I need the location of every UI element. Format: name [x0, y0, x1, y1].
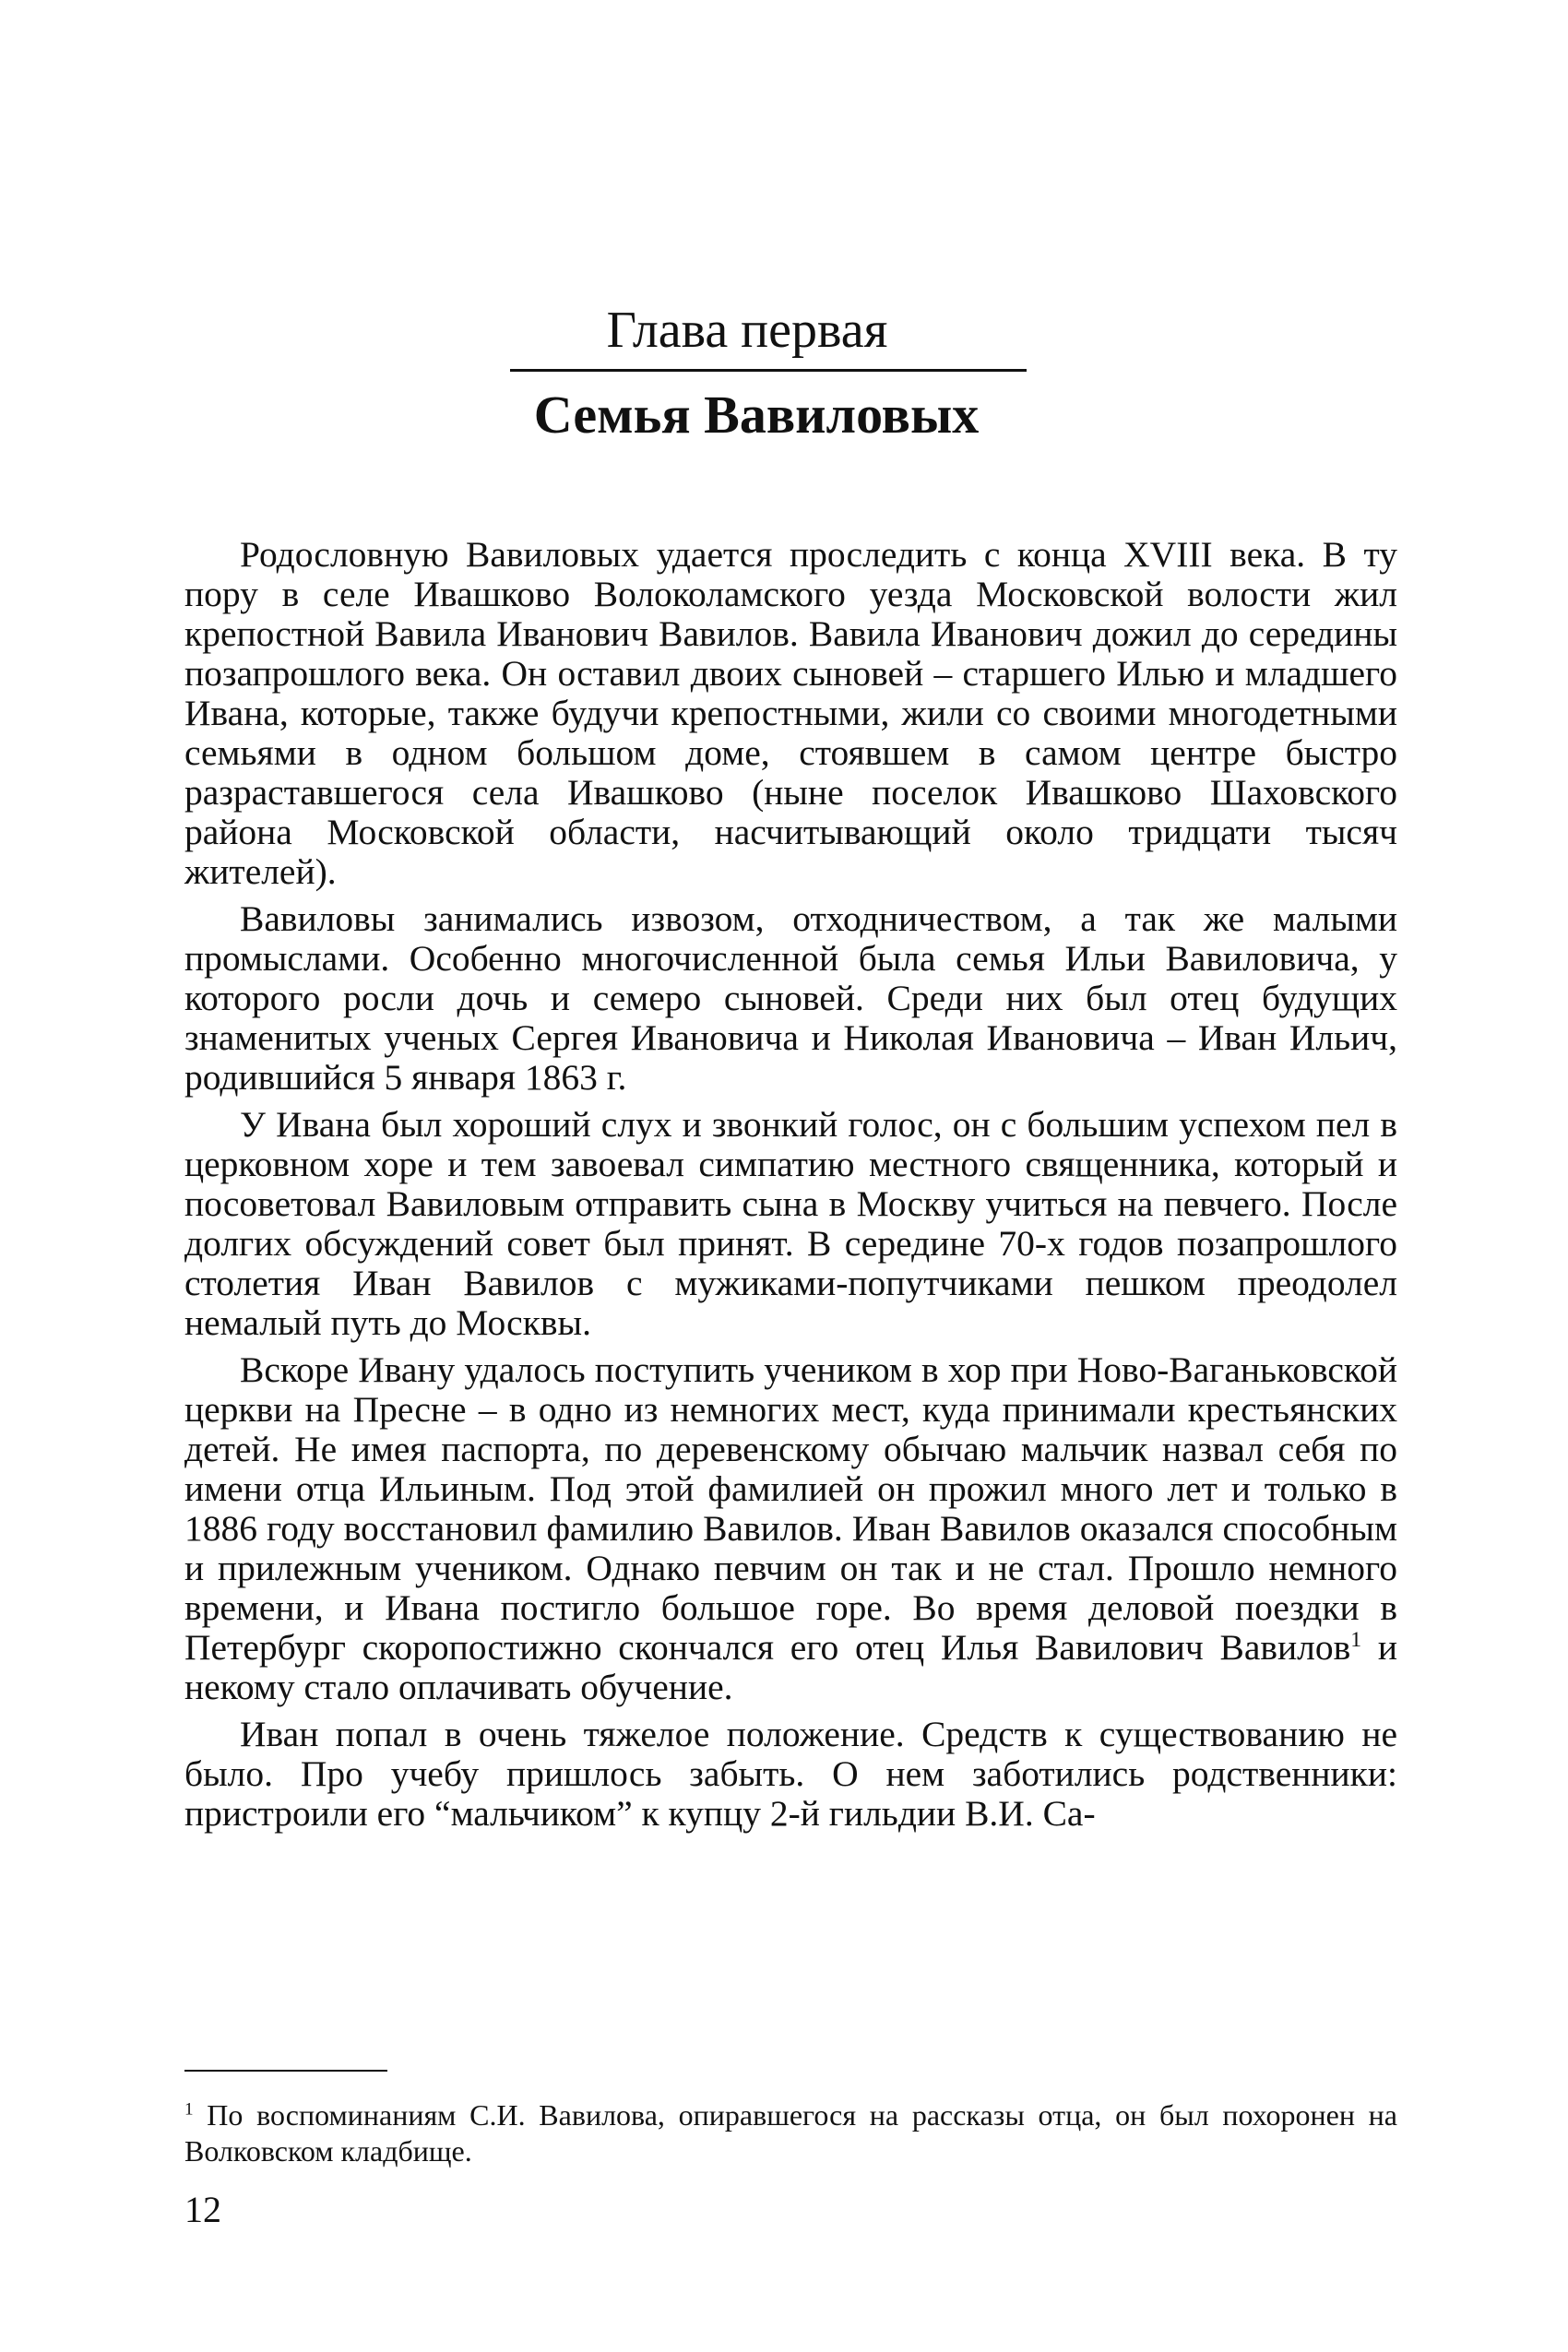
paragraph-text: Вскоре Ивану удалось поступить учеником в хор при Ново-Ваганьковской церкви на Пресне – в одно из немногих мест, куда принимали крестьянских детей. Не имея паспорта, по деревенскому обычаю мальчик назвал себя по имени отца Ильиным. Под этой фамилией он прожил много лет и только в 1886 году восстановил фамилию Вавилов. Иван Вавилов оказался способным и прилежным учеником. Однако певчим он так и не стал. Прошло немного времени, и Ивана постигло большое горе. Во время деловой поездки в Петербург скоропостижно скончался его отец Илья Вавилович Вавилов: [184, 1349, 1397, 1668]
paragraph: Иван попал в очень тяжелое положение. Средств к существованию не было. Про учебу пришлось забыть. О нем заботились родственники: пристроили его “мальчиком” к купцу 2-й гильдии В.И. Са-: [184, 1714, 1397, 1834]
footnote: [184, 2097, 1397, 2169]
chapter-label: Глава первая: [606, 302, 888, 359]
body-text: [184, 535, 1397, 1841]
paragraph: [184, 1350, 1397, 1707]
paragraph-text: и некому стало оплачивать обучение.: [184, 1627, 1397, 1707]
chapter-rule: [510, 369, 1027, 372]
footnote-rule: [184, 2070, 387, 2072]
paragraph: Родословную Вавиловых удается проследить с конца XVIII века. В ту пору в селе Ивашково Волоколамского уезда Московской волости жил крепостной Вавила Иванович Вавилов. Вавила Иванович дожил до середины позапрошлого века. Он оставил двоих сыновей – старшего Илью и младшего Ивана, которые, также будучи крепостными, жили со своими многодетными семьями в одном большом доме, стоявшем в самом центре быстро разраставшегося села Ивашково (ныне поселок Ивашково Шаховского района Московской области, насчитывающий около тридцати тысяч жителей).: [184, 534, 1397, 892]
footnote-marker: 1: [184, 2099, 194, 2120]
paragraph: У Ивана был хороший слух и звонкий голос, он с большим успехом пел в церковном хоре и тем завоевал симпатию местного священника, который и посоветовал Вавиловым отправить сына в Москву учиться на певчего. После долгих обсуждений совет был принят. В середине 70-х годов позапрошлого столетия Иван Вавилов с мужиками-попутчиками пешком преодолел немалый путь до Москвы.: [184, 1104, 1397, 1343]
paragraph: Вавиловы занимались извозом, отходничеством, а так же малыми промыслами. Особенно многочисленной была семья Ильи Вавиловича, у которого росли дочь и семеро сыновей. Среди них был отец будущих знаменитых ученых Сергея Ивановича и Николая Ивановича – Иван Ильич, родившийся 5 января 1863 г.: [184, 898, 1397, 1098]
footnote-text: По воспоминаниям С.И. Вавилова, опиравшегося на рассказы отца, он был похоронен на Волковском кладбище.: [184, 2098, 1397, 2168]
footnote-reference[interactable]: 1: [1350, 1627, 1362, 1652]
chapter-title: Семья Вавиловых: [533, 385, 980, 445]
page-number: 12: [184, 2189, 221, 2230]
